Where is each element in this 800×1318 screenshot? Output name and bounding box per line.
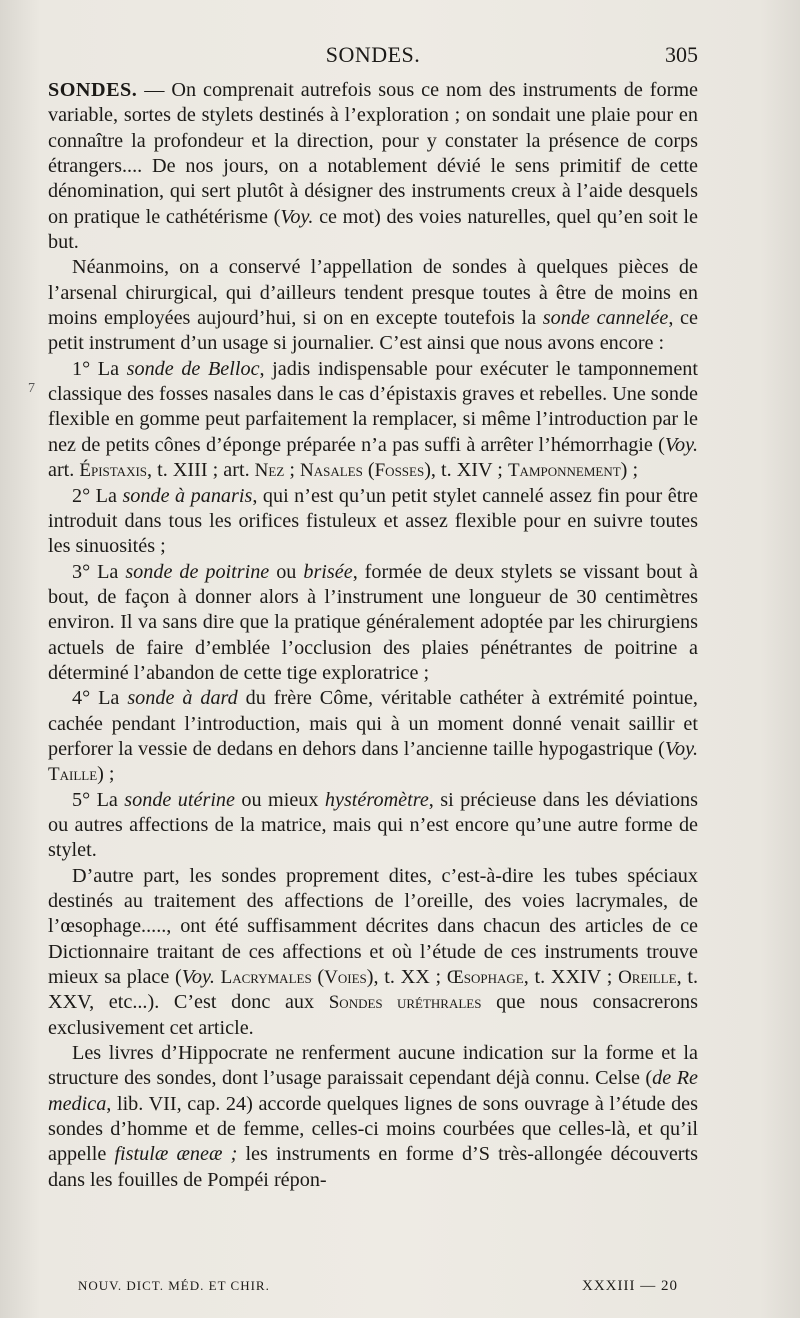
text-span: ) ; bbox=[620, 459, 639, 482]
term-italic: fistulæ æneæ ; bbox=[114, 1143, 238, 1166]
term-italic: brisée bbox=[303, 560, 353, 583]
text-span: D’autre part, les sondes proprement dites, c’est-à-dire les tubes spéciaux destinés au traitement des affections de l’oreille, des voies lacrymales, de l’œsophage....., ont été suffisamment décrites dans chacun des articles de ce Dictionnaire traitant de ces affections et où l’étude de ces instruments trouve mieux sa place ( bbox=[48, 864, 698, 989]
paragraph-intro bbox=[48, 78, 698, 255]
reference-smallcaps: Oreille bbox=[618, 967, 677, 989]
text-span: ( bbox=[362, 459, 375, 482]
reference-smallcaps: Lacrymales bbox=[220, 967, 312, 989]
text-span: , qui n’est qu’un petit stylet cannelé assez fin pour être introduit dans tous les orifices fistuleux et assez flexible pour en suivre toutes les sinuosités ; bbox=[48, 484, 698, 558]
term-italic: sonde de Belloc bbox=[126, 357, 260, 380]
text-span: — On comprenait autrefois sous ce nom des instruments de forme variable, sortes de stylets destinés à l’exploration ; on sondait une plaie pour en connaître la profondeur et la direction, pour y constater la présence de corps étrangers.... De nos jours, on a notablement dévié le sens primitif de cette dénomination, qui sert plutôt à désigner des instruments creux à l’aide desquels on pratique le cathétérisme ( bbox=[48, 79, 698, 228]
text-span: que nous consacrerons exclusivement cet article. bbox=[48, 991, 698, 1039]
reference-smallcaps: Taille bbox=[48, 764, 98, 786]
running-head bbox=[48, 42, 698, 70]
reference-smallcaps: Nez bbox=[254, 460, 285, 482]
text-span: , si précieuse dans les déviations ou autres affections de la matrice, mais qui n’est encore qu’une autre forme de stylet. bbox=[48, 788, 698, 862]
reference-smallcaps: Voies bbox=[324, 967, 367, 989]
text-span: , t. XIII ; art. bbox=[147, 459, 255, 482]
margin-note: 7 bbox=[28, 381, 35, 396]
text-span: ) ; bbox=[97, 763, 115, 786]
text-span: ), t. XX ; bbox=[366, 966, 447, 989]
term-italic: sonde utérine bbox=[124, 788, 235, 811]
term-italic: hystéromètre bbox=[324, 788, 429, 811]
text-span: , t. XXV, etc...). C’est donc aux bbox=[48, 966, 698, 1014]
reference-smallcaps: Épistaxis bbox=[79, 460, 148, 482]
running-title: SONDES. bbox=[325, 42, 421, 67]
text-span: , lib. VII, cap. 24) accorde quelques lignes de sons ouvrage à l’étude des sondes d’homme et de femme, celles-ci moins courbées que celles-là, et qu’il appelle bbox=[48, 1092, 698, 1166]
text-span: , t. XXIV ; bbox=[523, 966, 619, 989]
paragraph-historique bbox=[48, 1041, 698, 1193]
text-span: ou bbox=[269, 560, 304, 583]
cross-reference: Voy. bbox=[664, 433, 698, 456]
term-italic: sonde de poitrine bbox=[125, 560, 270, 583]
article-body bbox=[48, 78, 698, 1193]
reference-smallcaps: Tamponnement bbox=[507, 460, 621, 482]
text-span: ), t. XIV ; bbox=[424, 459, 508, 482]
text-span: ce mot) des voies naturelles, quel qu’en soit le but. bbox=[48, 205, 698, 254]
reference-smallcaps: Œsophage bbox=[446, 967, 524, 989]
page-number: 305 bbox=[665, 42, 698, 67]
cross-reference: Voy. bbox=[664, 737, 698, 760]
paragraph-sonde-uterine bbox=[48, 788, 698, 864]
paragraph-sonde-belloc bbox=[48, 357, 698, 484]
text-span: ( bbox=[311, 966, 325, 989]
page-footer bbox=[78, 1278, 678, 1298]
cross-reference: Voy. bbox=[181, 966, 215, 989]
text-span: Les livres d’Hippocrate ne renferment aucune indication sur la forme et la structure des sondes, dont l’usage paraissait cependant déjà connu. Celse ( bbox=[48, 1042, 698, 1090]
paragraph-remaining-instruments bbox=[48, 255, 698, 356]
text-span: , ce petit instrument d’un usage si journalier. C’est ainsi que nous avons encore : bbox=[48, 307, 698, 355]
text-span: , formée de deux stylets se vissant bout à bout, de façon à donner alors à l’instrument une longueur de 30 centimètres environ. Il va sans dire que la pratique généralement adoptée par les chirurgiens actuels de faire d’emblée l’occlusion des plaies pénétrantes de poitrine a déterminé l’abandon de cette tige exploratrice ; bbox=[48, 560, 699, 684]
cross-reference: Voy. bbox=[280, 205, 314, 228]
text-span: 2° La bbox=[72, 484, 123, 507]
text-span: , jadis indispensable pour exécuter le tamponnement classique des fosses nasales dans le cas d’épistaxis graves et rebelles. Une sonde flexible en gomme peut parfaitement la remplacer, si même l’introduction par le nez de petits cônes d’éponge préparée n’a pas suffi à arrêter l’hémorrhagie ( bbox=[48, 357, 699, 456]
text-span: du frère Côme, véritable cathéter à extrémité pointue, cachée pendant l’introduction, mais qui à un moment donné venait saillir et perforer la vessie de dedans en dehors dans l’ancienne taille hypogastrique ( bbox=[48, 687, 698, 760]
paragraph-sonde-dard bbox=[48, 686, 698, 787]
text-span: art. bbox=[48, 459, 80, 482]
footer-volume-sheet: XXXIII — 20 bbox=[582, 1278, 678, 1294]
text-span: les instruments en forme d’S très-allongée découverts dans les fouilles de Pompéi répon- bbox=[48, 1143, 698, 1191]
term-italic: sonde à panaris bbox=[122, 484, 253, 507]
footer-signature: NOUV. DICT. MÉD. ET CHIR. bbox=[78, 1278, 270, 1293]
article-headword: SONDES. bbox=[48, 79, 138, 101]
reference-smallcaps: Sondes uréthrales bbox=[328, 992, 482, 1014]
text-span: ou mieux bbox=[235, 788, 325, 811]
paragraph-sonde-poitrine bbox=[48, 560, 698, 687]
reference-smallcaps: Fosses bbox=[374, 460, 425, 482]
paragraph-sonde-panaris bbox=[48, 484, 698, 560]
text-span: 4° La bbox=[72, 687, 128, 710]
term-italic: de Re medica bbox=[48, 1067, 698, 1115]
reference-smallcaps: Nasales bbox=[299, 460, 363, 482]
text-span: 5° La bbox=[72, 788, 125, 811]
paragraph-sondes-proprement-dites bbox=[48, 864, 698, 1041]
text-span: 3° La bbox=[72, 560, 126, 583]
term-italic: sonde à dard bbox=[127, 687, 238, 710]
term-italic: sonde cannelée bbox=[542, 307, 669, 330]
text-span: ; bbox=[284, 459, 300, 482]
text-span: 1° La bbox=[72, 357, 127, 380]
text-span: Néanmoins, on a conservé l’appellation de sondes à quelques pièces de l’arsenal chirurgical, qui d’ailleurs tendent presque toutes à être de moins en moins employées aujourd’hui, si on en excepte toutefois la bbox=[48, 256, 698, 330]
